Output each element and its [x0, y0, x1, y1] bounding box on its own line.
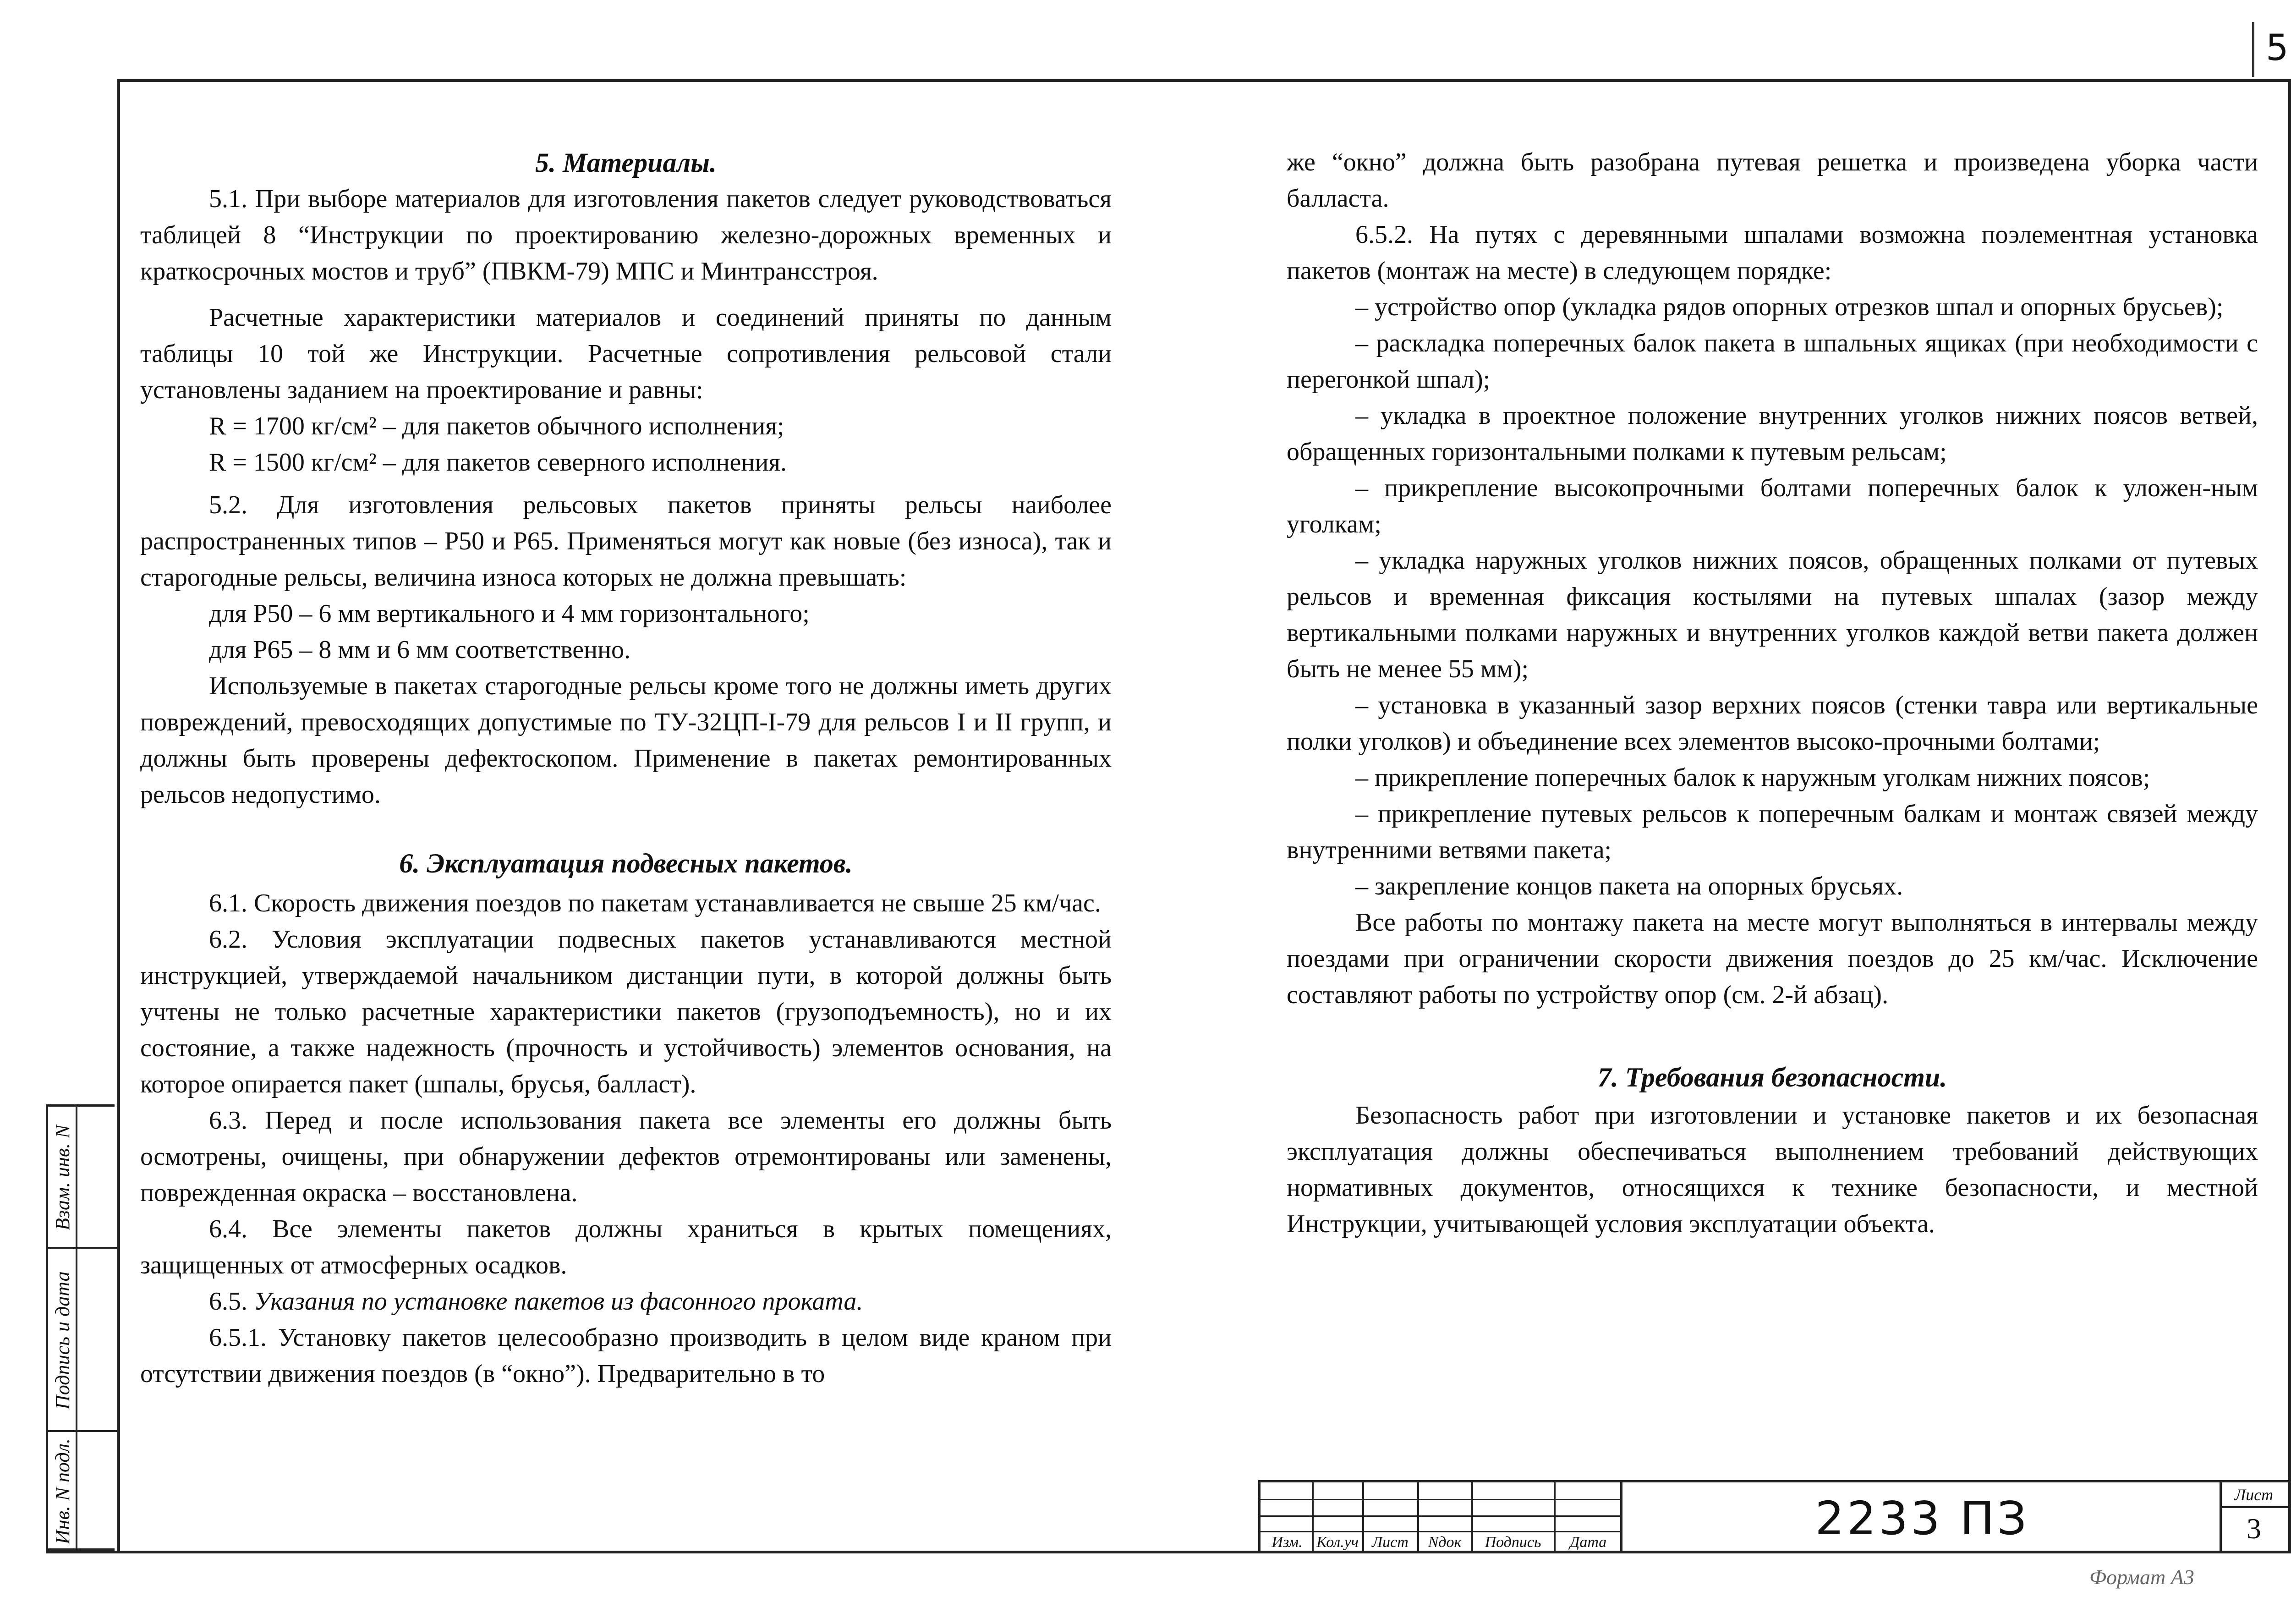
paragraph-6-5-text: Указания по установке пакетов из фасонного проката.	[254, 1287, 863, 1316]
page-number: 5	[2266, 27, 2289, 69]
paragraph-6-5-1: 6.5.1. Установку пакетов целесообразно производить в целом виде краном при отсутствии движения поездов (в “окно”). Предварительно в то	[140, 1323, 1112, 1388]
paragraph-6-4: 6.4. Все элементы пакетов должны храниться в крытых помещениях, защищенных от атмосферных осадков.	[140, 1215, 1112, 1279]
section-5-title: 5. Материалы.	[535, 148, 717, 178]
step-item: – прикрепление путевых рельсов к поперечным балкам и монтаж связей между внутренними ветвями пакета;	[1287, 800, 2258, 864]
title-block	[1258, 1480, 2288, 1553]
section-7-title: 7. Требования безопасности.	[1597, 1062, 1947, 1092]
sheet-divider	[2222, 1506, 2288, 1508]
strip-label-original-inv: Инв. N подл.	[51, 1438, 74, 1545]
sheet-number: 3	[2247, 1512, 2261, 1545]
grid-row-line	[1261, 1515, 1622, 1517]
paragraph-6-3: 6.3. Перед и после использования пакета все элементы его должны быть осмотрены, очищены, при обнаружении дефектов отремонтированы или заменены, поврежденная окраска – восстановлена.	[140, 1106, 1112, 1207]
step-item: – укладка наружных уголков нижних поясов, обращенных полками от путевых рельсов и временная фиксация костылями на путевых шпалах (зазор между вертикальными полками наружных и внутренних уголков каждой ветви пакета должен быть не менее 55 мм);	[1287, 546, 2258, 683]
page-number-rule	[2252, 22, 2254, 77]
header-sheet: Лист	[1372, 1534, 1409, 1551]
header-qty: Кол.уч	[1316, 1534, 1359, 1551]
paragraph-calc-characteristics: Расчетные характеристики материалов и соединений приняты по данным таблицы 10 той же Инструкции. Расчетные сопротивления рельсовой стали установлены заданием на проектирование и равны:	[140, 303, 1112, 404]
grid-row-line	[1261, 1499, 1622, 1500]
header-date: Дата	[1569, 1534, 1607, 1551]
paragraph-6-5	[140, 1284, 1112, 1320]
formula-northern: R = 1500 кг/см² – для пакетов северного исполнения.	[209, 448, 787, 477]
wear-p50: для Р50 – 6 мм вертикального и 4 мм горизонтального;	[209, 599, 810, 628]
revision-grid	[1258, 1480, 1620, 1551]
strip-cell-original	[48, 1432, 117, 1551]
formula-normal: R = 1700 кг/см² – для пакетов обычного исполнения;	[209, 412, 784, 440]
section-6-title: 6. Эксплуатация подвесных пакетов.	[399, 848, 853, 878]
strip-label-signature-date: Подпись и дата	[51, 1271, 74, 1410]
step-item: – прикрепление поперечных балок к наружным уголкам нижних поясов;	[1355, 763, 2150, 792]
binding-strip	[46, 1104, 115, 1551]
left-column	[140, 144, 1112, 1392]
strip-cell-signature	[48, 1249, 117, 1432]
paragraph-6-2: 6.2. Условия эксплуатации подвесных пакетов устанавливаются местной инструкцией, утверждаемой начальником дистанции пути, в которой должны быть учтены не только расчетные характеристики пакетов (грузоподъемность), но и их состояние, а также надежность (прочность и устойчивость) элементов основания, на которое опирается пакет (шпалы, брусья, балласт).	[140, 925, 1112, 1098]
grid-row-line	[1261, 1531, 1622, 1532]
paragraph-6-5-number: 6.5.	[209, 1287, 247, 1316]
header-signature: Подпись	[1485, 1534, 1541, 1551]
frame-right-border	[2288, 79, 2291, 1552]
strip-label-replace-inv: Взам. инв. N	[51, 1125, 74, 1231]
step-item: – устройство опор (укладка рядов опорных отрезков шпал и опорных брусьев);	[1355, 293, 2224, 321]
document-code: 2233 ПЗ	[1815, 1492, 2029, 1545]
paragraph-5-1: 5.1. При выборе материалов для изготовления пакетов следует руководствоваться таблицей 8 “Инструкции по проектированию железно-дорожных временных и краткосрочных мостов и труб” (ПВКМ-79) МПС и Минтрансстроя.	[140, 185, 1112, 285]
doc-code-cell	[1620, 1480, 2220, 1551]
step-item: – укладка в проектное положение внутренних уголков нижних поясов ветвей, обращенных горизонтальными полками к путевым рельсам;	[1287, 401, 2258, 466]
paragraph-continuation: же “окно” должна быть разобрана путевая решетка и произведена уборка части балласта.	[1287, 148, 2258, 213]
paragraph-used-rails: Используемые в пакетах старогодные рельсы кроме того не должны иметь других повреждений, превосходящих допустимые по ТУ-32ЦП-I-79 для рельсов I и II групп, и должны быть проверены дефектоскопом. Применение в пакетах ремонтированных рельсов недопустимо.	[140, 672, 1112, 809]
paragraph-5-2: 5.2. Для изготовления рельсовых пакетов приняты рельсы наиболее распространенных типов – Р50 и Р65. Применяться могут как новые (без износа), так и старогодные рельсы, величина износа которых не должна превышать:	[140, 491, 1112, 592]
step-item: – закрепление концов пакета на опорных брусьях.	[1355, 872, 1903, 900]
step-item: – раскладка поперечных балок пакета в шпальных ящиках (при необходимости с перегонкой шпал);	[1287, 329, 2258, 394]
header-doc-number: Nдок	[1428, 1534, 1462, 1551]
paragraph-all-works: Все работы по монтажу пакета на месте могут выполняться в интервалы между поездами при ограничении скорости движения поездов до 25 км/час. Исключение составляют работы по устройству опор (см. 2-й абзац).	[1287, 908, 2258, 1009]
strip-cell-replace	[48, 1107, 117, 1249]
frame-top-border	[120, 79, 2291, 82]
header-change: Изм.	[1272, 1534, 1303, 1551]
step-item: – прикрепление высокопрочными болтами поперечных балок к уложен-ным уголкам;	[1287, 474, 2258, 538]
wear-p65: для Р65 – 8 мм и 6 мм соответственно.	[209, 636, 631, 664]
sheet-cell	[2220, 1480, 2288, 1551]
step-item: – установка в указанный зазор верхних поясов (стенки тавра или вертикальные полки уголков) и объединение всех элементов высоко-прочными болтами;	[1287, 691, 2258, 756]
format-note: Формат А3	[2089, 1565, 2194, 1589]
paragraph-7: Безопасность работ при изготовлении и установке пакетов и их безопасная эксплуатация должны обеспечиваться выполнением требований действующих нормативных документов, относящихся к технике безопасности, и местной Инструкции, учитывающей условия эксплуатации объекта.	[1287, 1101, 2258, 1238]
right-column	[1287, 144, 2258, 1242]
paragraph-6-5-2: 6.5.2. На путях с деревянными шпалами возможна поэлементная установка пакетов (монтаж на месте) в следующем порядке:	[1287, 220, 2258, 285]
frame-left-border	[117, 79, 120, 1552]
sheet-label: Лист	[2234, 1486, 2274, 1504]
paragraph-6-1: 6.1. Скорость движения поездов по пакетам устанавливается не свыше 25 км/час.	[209, 889, 1101, 917]
